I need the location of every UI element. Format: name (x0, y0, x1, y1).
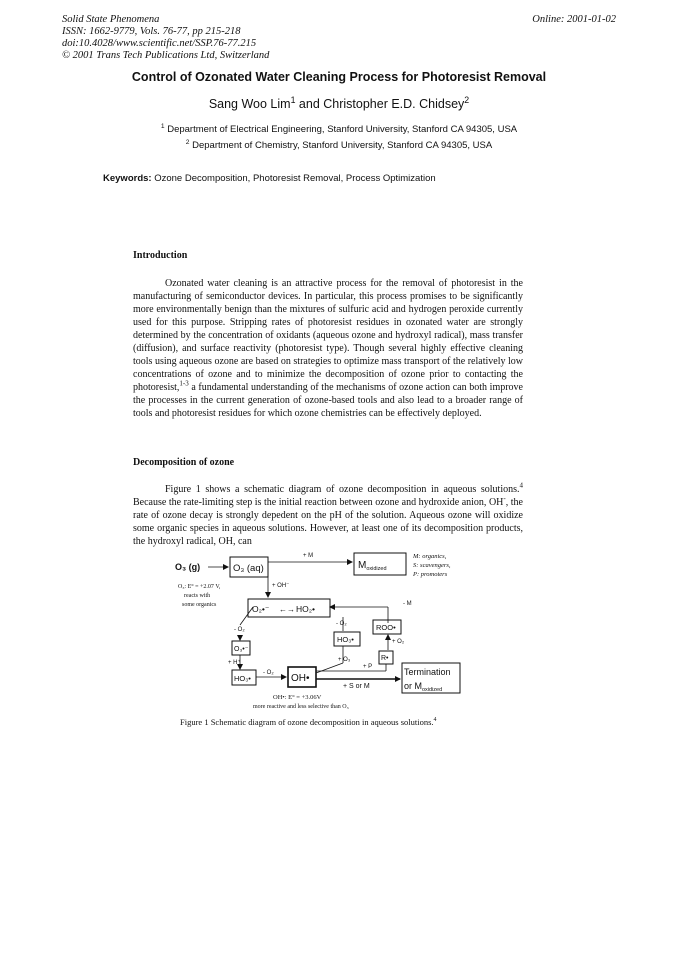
author-1-sup: 1 (290, 94, 296, 105)
o3-e0: O₃: E° = +2.07 V, (178, 584, 221, 590)
ho3-left-label: HO₃• (234, 674, 251, 683)
keywords (103, 173, 436, 184)
legend-s: S: scavengers, (413, 562, 451, 569)
r-label: R• (381, 655, 389, 662)
minus-m-label: - M (403, 601, 412, 607)
decomposition-paragraph (133, 483, 523, 548)
plus-oh-label: + OH⁻ (272, 583, 290, 589)
or-m-oxidized-label: or $M_{oxidized}$ (404, 681, 443, 693)
o3-aq-label: O₃ (aq) (233, 563, 264, 574)
o3-radical-label: O₃•⁻ (234, 646, 249, 653)
minus-o2-left: - O₂ (234, 627, 245, 633)
intro-ref-sup: 1-3 (179, 379, 189, 388)
o3-gas-label: O₃ (g) (175, 562, 201, 572)
doi-line: doi:10.4028/www.scientific.net/SSP.76-77.215 (62, 38, 257, 49)
o3-organics: some organics (182, 602, 217, 608)
affiliation-2 (0, 140, 678, 151)
o2-radical-label: O₂•⁻ (252, 604, 270, 614)
ozone-decomposition-diagram (175, 545, 478, 715)
decomp-ref-sup: 4 (519, 481, 523, 490)
affiliation-1-sup: 1 (160, 122, 165, 130)
decomp-text-a: Figure 1 shows a schematic diagram of ozone decomposition in aqueous solutions. (165, 484, 520, 495)
decomposition-heading: Decomposition of ozone (133, 457, 235, 468)
affiliation-2-sup: 2 (185, 138, 190, 146)
figure-caption-sup: 4 (433, 717, 437, 724)
author-and: and Christopher E.D. Chidsey (295, 97, 465, 111)
decomp-text-c: , the rate of ozone decay is strongly depedent on the pH of the solution. Aqueous ozone will oxidize some organic species in aqueous solutions. However, at least one of its decomposition products, the hydroxyl radical, OH, can (133, 497, 523, 547)
plus-o3-label: + O₃ (338, 657, 351, 663)
online-date: Online: 2001-01-02 (532, 14, 616, 25)
author-2-sup: 2 (464, 94, 470, 105)
intro-heading: Introduction (133, 250, 188, 261)
m-oxidized-label: $M_{oxidized}$ (358, 560, 387, 572)
intro-paragraph (133, 277, 523, 420)
affiliation-1-text: Department of Electrical Engineering, Stanford University, Stanford CA 94305, USA (164, 124, 518, 135)
keywords-label: Keywords: (103, 173, 152, 184)
author-1: Sang Woo Lim (208, 97, 291, 111)
copyright-line: © 2001 Trans Tech Publications Ltd, Switzerland (62, 50, 270, 61)
intro-text-b: a fundamental understanding of the mechanisms of ozone action can both improve the processes in the current generation of ozone-based tools and also lead to a broader range of tools and photoresist residues for which ozone chemistries can be effectively deployed. (133, 382, 523, 419)
legend-p: P: promoters (413, 571, 448, 578)
minus-o2-bottom: - O₂ (263, 670, 274, 676)
affiliation-1 (0, 124, 678, 135)
roo-label: ROO• (376, 623, 396, 632)
plus-s-or-m-label: + S or M (343, 683, 370, 690)
figure-caption (180, 717, 437, 727)
journal-header (62, 14, 269, 62)
plus-m-label: + M (303, 553, 314, 559)
termination-label: Termination (404, 667, 451, 677)
minus-o2-mid: - O₂ (336, 621, 347, 627)
author-line (0, 94, 678, 111)
ho2-radical-label: HO₂• (296, 604, 316, 614)
equilibrium-arrow: ←→ (279, 605, 295, 614)
o3-reacts: reacts with (184, 593, 211, 599)
issn-line: ISSN: 1662-9779, Vols. 76-77, pp 215-218 (62, 26, 241, 37)
oh-radical-label: OH• (291, 673, 310, 684)
journal-name: Solid State Phenomena (62, 14, 160, 25)
plus-o2-label: + O₂ (392, 639, 405, 645)
plus-p-label: + P (363, 664, 373, 670)
hydroxide-minus-sup: - (503, 494, 506, 503)
legend-m: M: organics, (413, 553, 447, 560)
ho3-mid-label: HO₃• (337, 635, 354, 644)
keywords-text: Ozone Decomposition, Photoresist Removal, Process Optimization (151, 173, 436, 184)
line-to-oh (316, 663, 343, 673)
plus-h-label: + H⁺ (228, 660, 241, 666)
figure-caption-text: Figure 1 Schematic diagram of ozone decomposition in aqueous solutions. (180, 717, 434, 727)
line-left-diag (240, 607, 253, 625)
decomp-text-b: Because the rate-limiting step is the initial reaction between ozone and hydroxide anion, OH (133, 497, 504, 508)
paper-title: Control of Ozonated Water Cleaning Process for Photoresist Removal (131, 70, 547, 84)
oh-note: more reactive and less selective than O₃ (253, 704, 349, 710)
oh-e0: OH•: E° = +3.06V (273, 694, 322, 701)
intro-text-a: Ozonated water cleaning is an attractive process for the removal of photoresist in the manufacturing of semiconductor devices. In particular, this process promises to be significantly more environmentally benign than the mixtures of sulfuric acid and hydrogen peroxide currently used for this purpose. Stripping rates of photoresist residues in ozonated water are strongly determined by the concentration of oxidants (aqueous ozone and hydroxyl radical), mass transfer (diffusion), and surface reactivity (photoresist type). Though several highly effective cleaning tools using aqueous ozone are based on strategies to optimize mass transport of the relatively low concentrations of ozone and to minimize the decomposition of ozone prior to contacting the photoresist, (133, 278, 523, 393)
affiliation-2-text: Department of Chemistry, Stanford University, Stanford CA 94305, USA (189, 140, 493, 151)
